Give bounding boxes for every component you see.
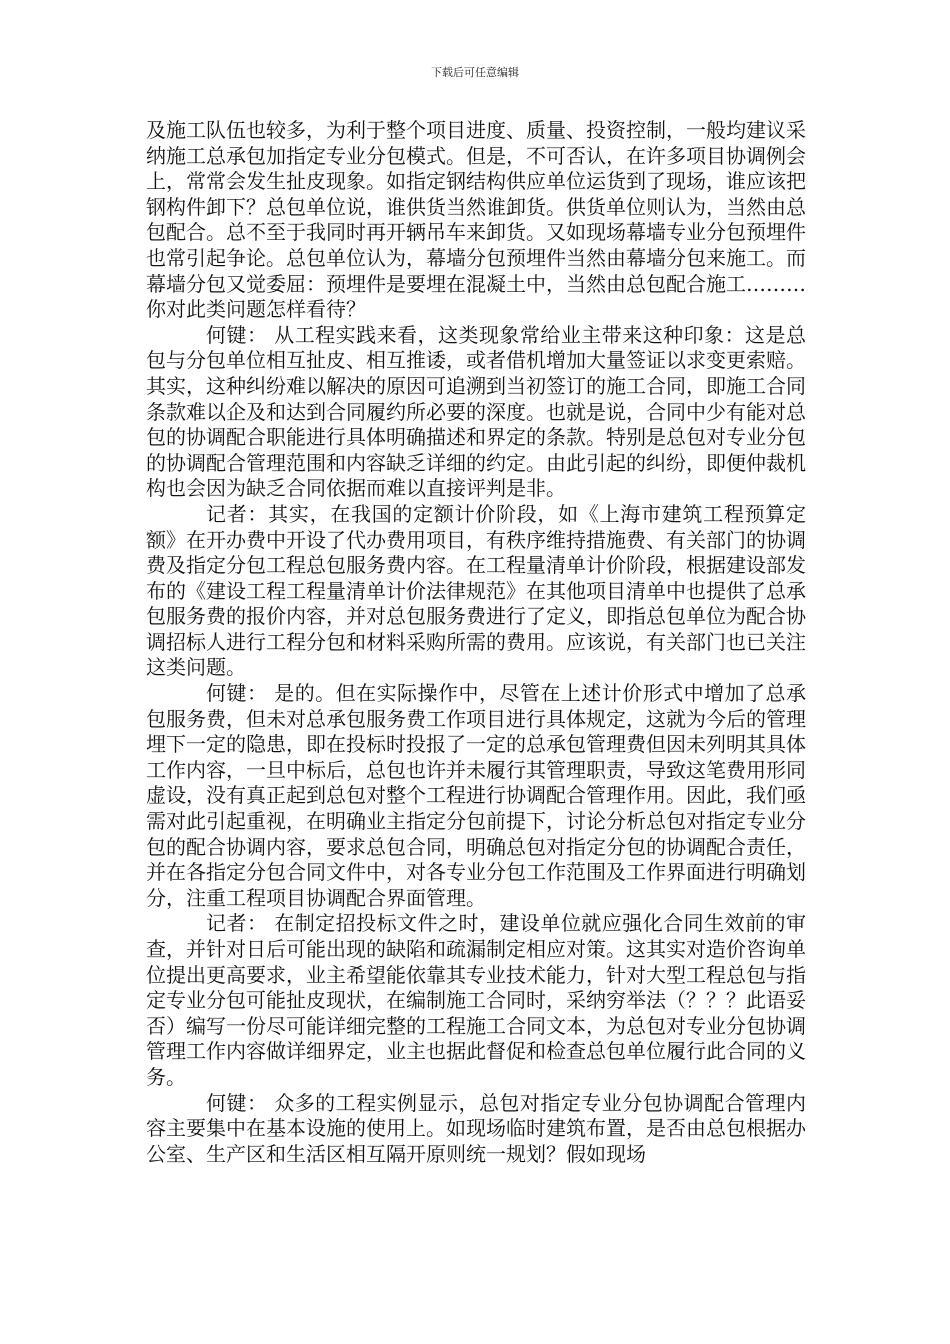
paragraph-he-jian-3: 何键： 众多的工程实例显示，总包对指定专业分包协调配合管理内容主要集中在基本设施的使用上。如现场临时建筑布置，是否由总包根据办公室、生产区和生活区相互隔开原则统一规划？假如现场 (146, 1090, 806, 1166)
document-body (146, 118, 806, 1167)
page-header: 下载后可任意编辑 (431, 66, 519, 79)
paragraph-he-jian-1: 何键： 从工程实践来看，这类现象常给业主带来这种印象：这是总包与分包单位相互扯皮、相互推诿，或者借机增加大量签证以求变更索赔。其实，这种纠纷难以解决的原因可追溯到当初签订的施工合同，即施工合同条款难以企及和达到合同履约所必要的深度。也就是说，合同中少有能对总包的协调配合职能进行具体明确描述和界定的条款。特别是总包对专业分包的协调配合管理范围和内容缺乏详细的约定。由此引起的纠纷，即便仲裁机构也会因为缺乏合同依据而难以直接评判是非。 (146, 322, 806, 501)
paragraph-reporter-1: 记者：其实，在我国的定额计价阶段，如《上海市建筑工程预算定额》在开办费中开设了代办费用项目，有秩序维持措施费、有关部门的协调费及指定分包工程总包服务费内容。在工程量清单计价阶段，根据建设部发布的《建设工程工程量清单计价法律规范》在其他项目清单中也提供了总承包服务费的报价内容，并对总包服务费进行了定义，即指总包单位为配合协调招标人进行工程分包和材料采购所需的费用。应该说，有关部门也已关注这类问题。 (146, 501, 806, 680)
paragraph-he-jian-2: 何键： 是的。但在实际操作中，尽管在上述计价形式中增加了总承包服务费，但未对总承包服务费工作项目进行具体规定，这就为今后的管理埋下一定的隐患，即在投标时投报了一定的总承包管理费但因未列明其具体工作内容，一旦中标后，总包也许并未履行其管理职责，导致这笔费用形同虚设，没有真正起到总包对整个工程进行协调配合管理作用。因此，我们亟需对此引起重视，在明确业主指定分包前提下，讨论分析总包对指定专业分包的配合协调内容，要求总包合同，明确总包对指定分包的协调配合责任，并在各指定分包合同文件中，对各专业分包工作范围及工作界面进行明确划分，注重工程项目协调配合界面管理。 (146, 681, 806, 910)
paragraph-intro: 及施工队伍也较多，为利于整个项目进度、质量、投资控制，一般均建议采纳施工总承包加指定专业分包模式。但是，不可否认，在许多项目协调例会上，常常会发生扯皮现象。如指定钢结构供应单位运货到了现场，谁应该把钢构件卸下？总包单位说，谁供货当然谁卸货。供货单位则认为，当然由总包配合。总不至于我同时再开辆吊车来卸货。又如现场幕墙专业分包预埋件也常引起争论。总包单位认为，幕墙分包预埋件当然由幕墙分包来施工。而幕墙分包又觉委屈：预埋件是要埋在混凝土中，当然由总包配合施工………你对此类问题怎样看待？ (146, 118, 806, 322)
paragraph-reporter-2: 记者： 在制定招投标文件之时，建设单位就应强化合同生效前的审查，并针对日后可能出现的缺陷和疏漏制定相应对策。这其实对造价咨询单位提出更高要求，业主希望能依靠其专业技术能力，针对大型工程总包与指定专业分包可能扯皮现状，在编制施工合同时，采纳穷举法（？？？此语妥否）编写一份尽可能详细完整的工程施工合同文本，为总包对专业分包协调管理工作内容做详细界定，业主也据此督促和检查总包单位履行此合同的义务。 (146, 911, 806, 1089)
